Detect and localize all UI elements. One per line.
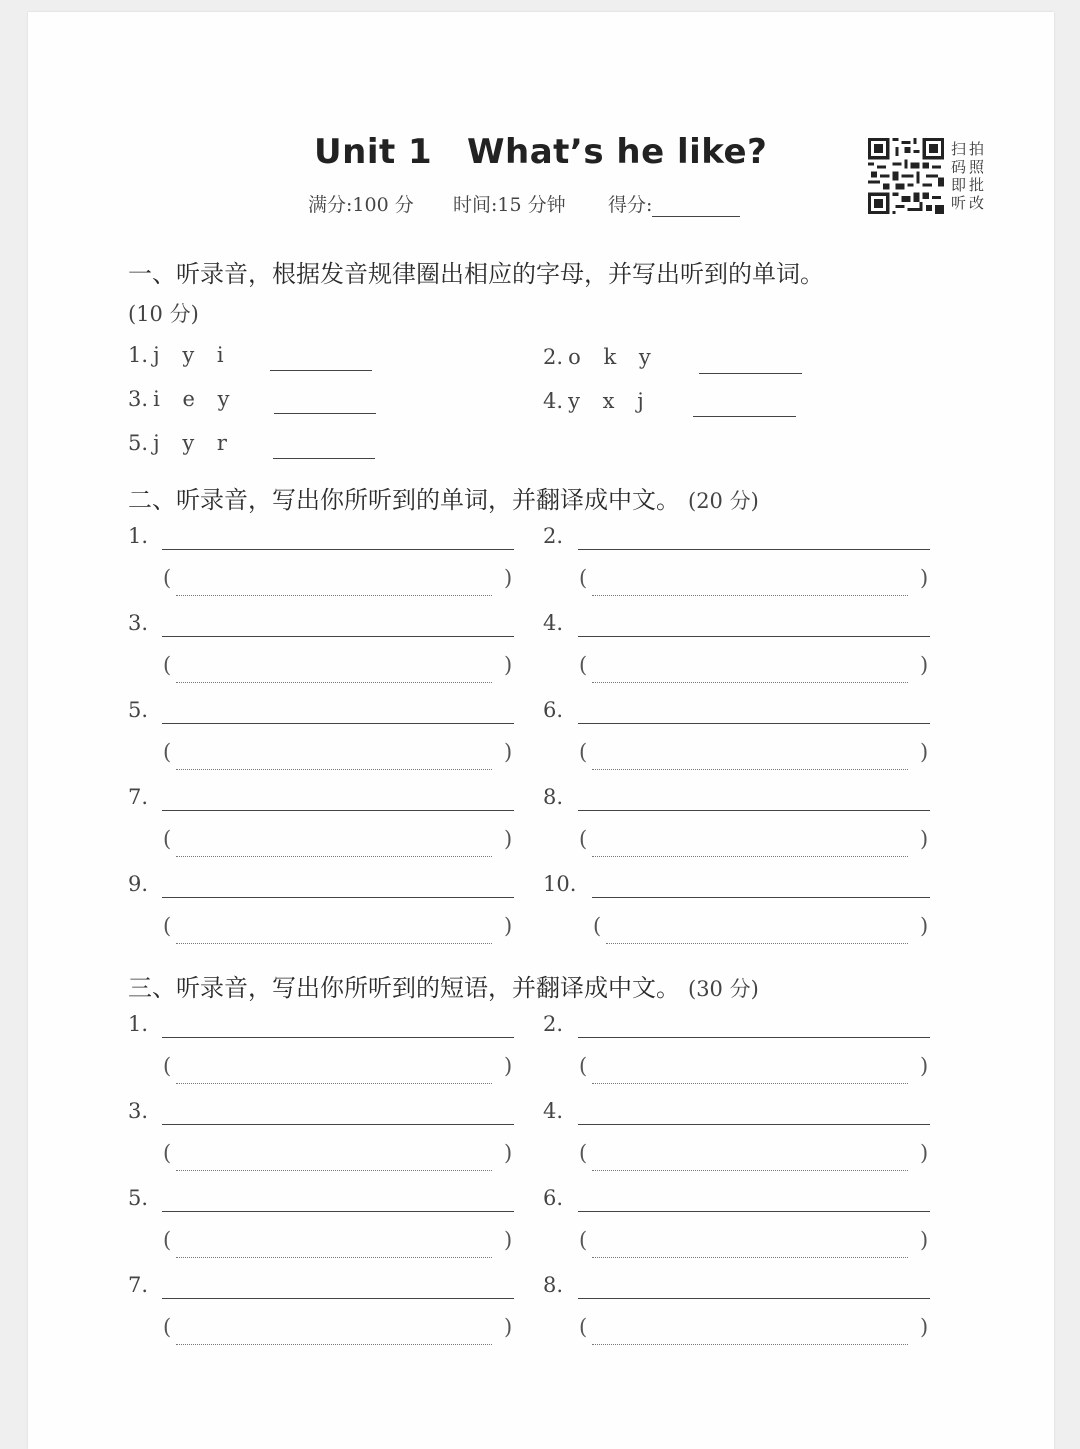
- section2-item-answer-line[interactable]: [162, 636, 514, 637]
- section2-item-paren-close: ): [920, 653, 929, 677]
- section2-item-paren-open: (: [579, 566, 588, 590]
- section3-item-number: 7.: [128, 1273, 149, 1297]
- section3-item-paren-close: ): [920, 1054, 929, 1078]
- section3-item-translation-line[interactable]: [176, 1344, 492, 1345]
- section2-item-paren-open: (: [163, 914, 172, 938]
- section2-item-translation-line[interactable]: [592, 682, 908, 683]
- section3-item-paren-open: (: [579, 1228, 588, 1252]
- section1-item-2: 2. o k y: [543, 345, 651, 369]
- section2-item-paren-open: (: [163, 653, 172, 677]
- section2-item-number: 5.: [128, 698, 149, 722]
- section3-item-number: 8.: [543, 1273, 564, 1297]
- section3-heading: 三、听录音，写出你所听到的短语，并翻译成中文。 (30 分): [128, 974, 759, 1002]
- score-label: 得分:: [608, 194, 653, 216]
- section3-item-paren-close: ): [504, 1315, 513, 1339]
- section1-item-4: 4. y x j: [543, 389, 644, 413]
- section2-item-paren-close: ): [920, 740, 929, 764]
- section2-item-answer-line[interactable]: [578, 549, 930, 550]
- section3-item-paren-open: (: [579, 1315, 588, 1339]
- section2-item-number: 1.: [128, 524, 149, 548]
- section3-item-paren-open: (: [163, 1315, 172, 1339]
- section3-item-answer-line[interactable]: [162, 1211, 514, 1212]
- section2-item-translation-line[interactable]: [592, 769, 908, 770]
- section3-item-paren-close: ): [920, 1315, 929, 1339]
- section2-item-answer-line[interactable]: [162, 723, 514, 724]
- section2-item-paren-open: (: [163, 827, 172, 851]
- page-title: What’s he like?: [467, 132, 768, 172]
- section3-item-translation-line[interactable]: [592, 1083, 908, 1084]
- section3-item-answer-line[interactable]: [162, 1124, 514, 1125]
- section2-item-translation-line[interactable]: [592, 856, 908, 857]
- section2-item-number: 6.: [543, 698, 564, 722]
- section2-item-paren-close: ): [504, 827, 513, 851]
- section3-item-translation-line[interactable]: [176, 1083, 492, 1084]
- section2-item-number: 4.: [543, 611, 564, 635]
- section3-item-translation-line[interactable]: [592, 1257, 908, 1258]
- section3-item-paren-open: (: [163, 1228, 172, 1252]
- section2-item-translation-line[interactable]: [592, 595, 908, 596]
- section1-points: (10 分): [128, 302, 199, 326]
- section3-item-answer-line[interactable]: [578, 1298, 930, 1299]
- section3-item-answer-line[interactable]: [578, 1124, 930, 1125]
- score-field[interactable]: [608, 190, 740, 217]
- section2-item-paren-close: ): [504, 566, 513, 590]
- section3-item-translation-line[interactable]: [176, 1257, 492, 1258]
- section3-item-number: 3.: [128, 1099, 149, 1123]
- section3-item-paren-open: (: [579, 1054, 588, 1078]
- section3-item-number: 2.: [543, 1012, 564, 1036]
- section1-item-1: 1. j y i: [128, 343, 224, 367]
- section2-item-translation-line[interactable]: [176, 595, 492, 596]
- section2-item-paren-open: (: [163, 740, 172, 764]
- worksheet-page: [28, 12, 1054, 1449]
- section3-item-answer-line[interactable]: [578, 1211, 930, 1212]
- section2-item-answer-line[interactable]: [578, 636, 930, 637]
- section2-item-paren-close: ): [920, 914, 929, 938]
- section2-item-translation-line[interactable]: [606, 943, 908, 944]
- section2-item-number: 3.: [128, 611, 149, 635]
- section3-item-paren-close: ): [920, 1141, 929, 1165]
- section2-item-answer-line[interactable]: [578, 810, 930, 811]
- section3-item-number: 6.: [543, 1186, 564, 1210]
- section2-heading: 二、听录音，写出你所听到的单词，并翻译成中文。 (20 分): [128, 486, 759, 514]
- section3-item-number: 5.: [128, 1186, 149, 1210]
- section2-item-number: 8.: [543, 785, 564, 809]
- section2-item-translation-line[interactable]: [176, 769, 492, 770]
- section2-item-number: 10.: [543, 872, 577, 896]
- section1-answer-5[interactable]: [273, 458, 375, 459]
- section2-item-answer-line[interactable]: [162, 549, 514, 550]
- section3-item-paren-close: ): [504, 1228, 513, 1252]
- section2-item-answer-line[interactable]: [592, 897, 930, 898]
- section2-item-paren-open: (: [593, 914, 602, 938]
- section2-item-paren-open: (: [163, 566, 172, 590]
- section1-answer-4[interactable]: [693, 416, 796, 417]
- section3-item-translation-line[interactable]: [592, 1170, 908, 1171]
- section1-answer-3[interactable]: [274, 413, 376, 414]
- section1-item-3: 3. i e y: [128, 387, 230, 411]
- section3-item-paren-open: (: [579, 1141, 588, 1165]
- section3-item-answer-line[interactable]: [162, 1037, 514, 1038]
- section2-item-answer-line[interactable]: [578, 723, 930, 724]
- section3-item-translation-line[interactable]: [176, 1170, 492, 1171]
- section2-item-paren-close: ): [504, 914, 513, 938]
- section2-item-number: 9.: [128, 872, 149, 896]
- section2-item-answer-line[interactable]: [162, 810, 514, 811]
- section3-item-answer-line[interactable]: [162, 1298, 514, 1299]
- section3-item-number: 1.: [128, 1012, 149, 1036]
- qr-code-icon[interactable]: [868, 138, 944, 214]
- section2-item-translation-line[interactable]: [176, 682, 492, 683]
- section2-item-number: 7.: [128, 785, 149, 809]
- section2-item-paren-close: ): [920, 827, 929, 851]
- section2-item-paren-close: ): [504, 653, 513, 677]
- section2-item-paren-close: ): [504, 740, 513, 764]
- section2-item-number: 2.: [543, 524, 564, 548]
- section2-item-paren-open: (: [579, 740, 588, 764]
- section2-item-answer-line[interactable]: [162, 897, 514, 898]
- section3-item-paren-close: ): [920, 1228, 929, 1252]
- section3-item-paren-close: ): [504, 1141, 513, 1165]
- section2-item-paren-open: (: [579, 827, 588, 851]
- section2-item-translation-line[interactable]: [176, 856, 492, 857]
- section1-heading: 一、听录音，根据发音规律圈出相应的字母，并写出听到的单词。: [128, 260, 824, 288]
- section3-item-paren-close: ): [504, 1054, 513, 1078]
- score-blank[interactable]: [652, 198, 740, 217]
- section3-item-paren-open: (: [163, 1141, 172, 1165]
- section3-item-translation-line[interactable]: [592, 1344, 908, 1345]
- section1-item-5: 5. j y r: [128, 431, 227, 455]
- section3-item-number: 4.: [543, 1099, 564, 1123]
- full-marks: 满分:100 分: [308, 194, 414, 216]
- section1-answer-2[interactable]: [699, 373, 802, 374]
- section2-item-translation-line[interactable]: [176, 943, 492, 944]
- qr-caption: 扫拍 码照 即批 听改: [951, 140, 988, 212]
- section2-item-paren-close: ): [920, 566, 929, 590]
- section1-answer-1[interactable]: [270, 370, 372, 371]
- time-limit: 时间:15 分钟: [453, 194, 566, 216]
- section3-item-answer-line[interactable]: [578, 1037, 930, 1038]
- section2-item-paren-open: (: [579, 653, 588, 677]
- unit-label: Unit 1: [314, 132, 433, 172]
- section3-item-paren-open: (: [163, 1054, 172, 1078]
